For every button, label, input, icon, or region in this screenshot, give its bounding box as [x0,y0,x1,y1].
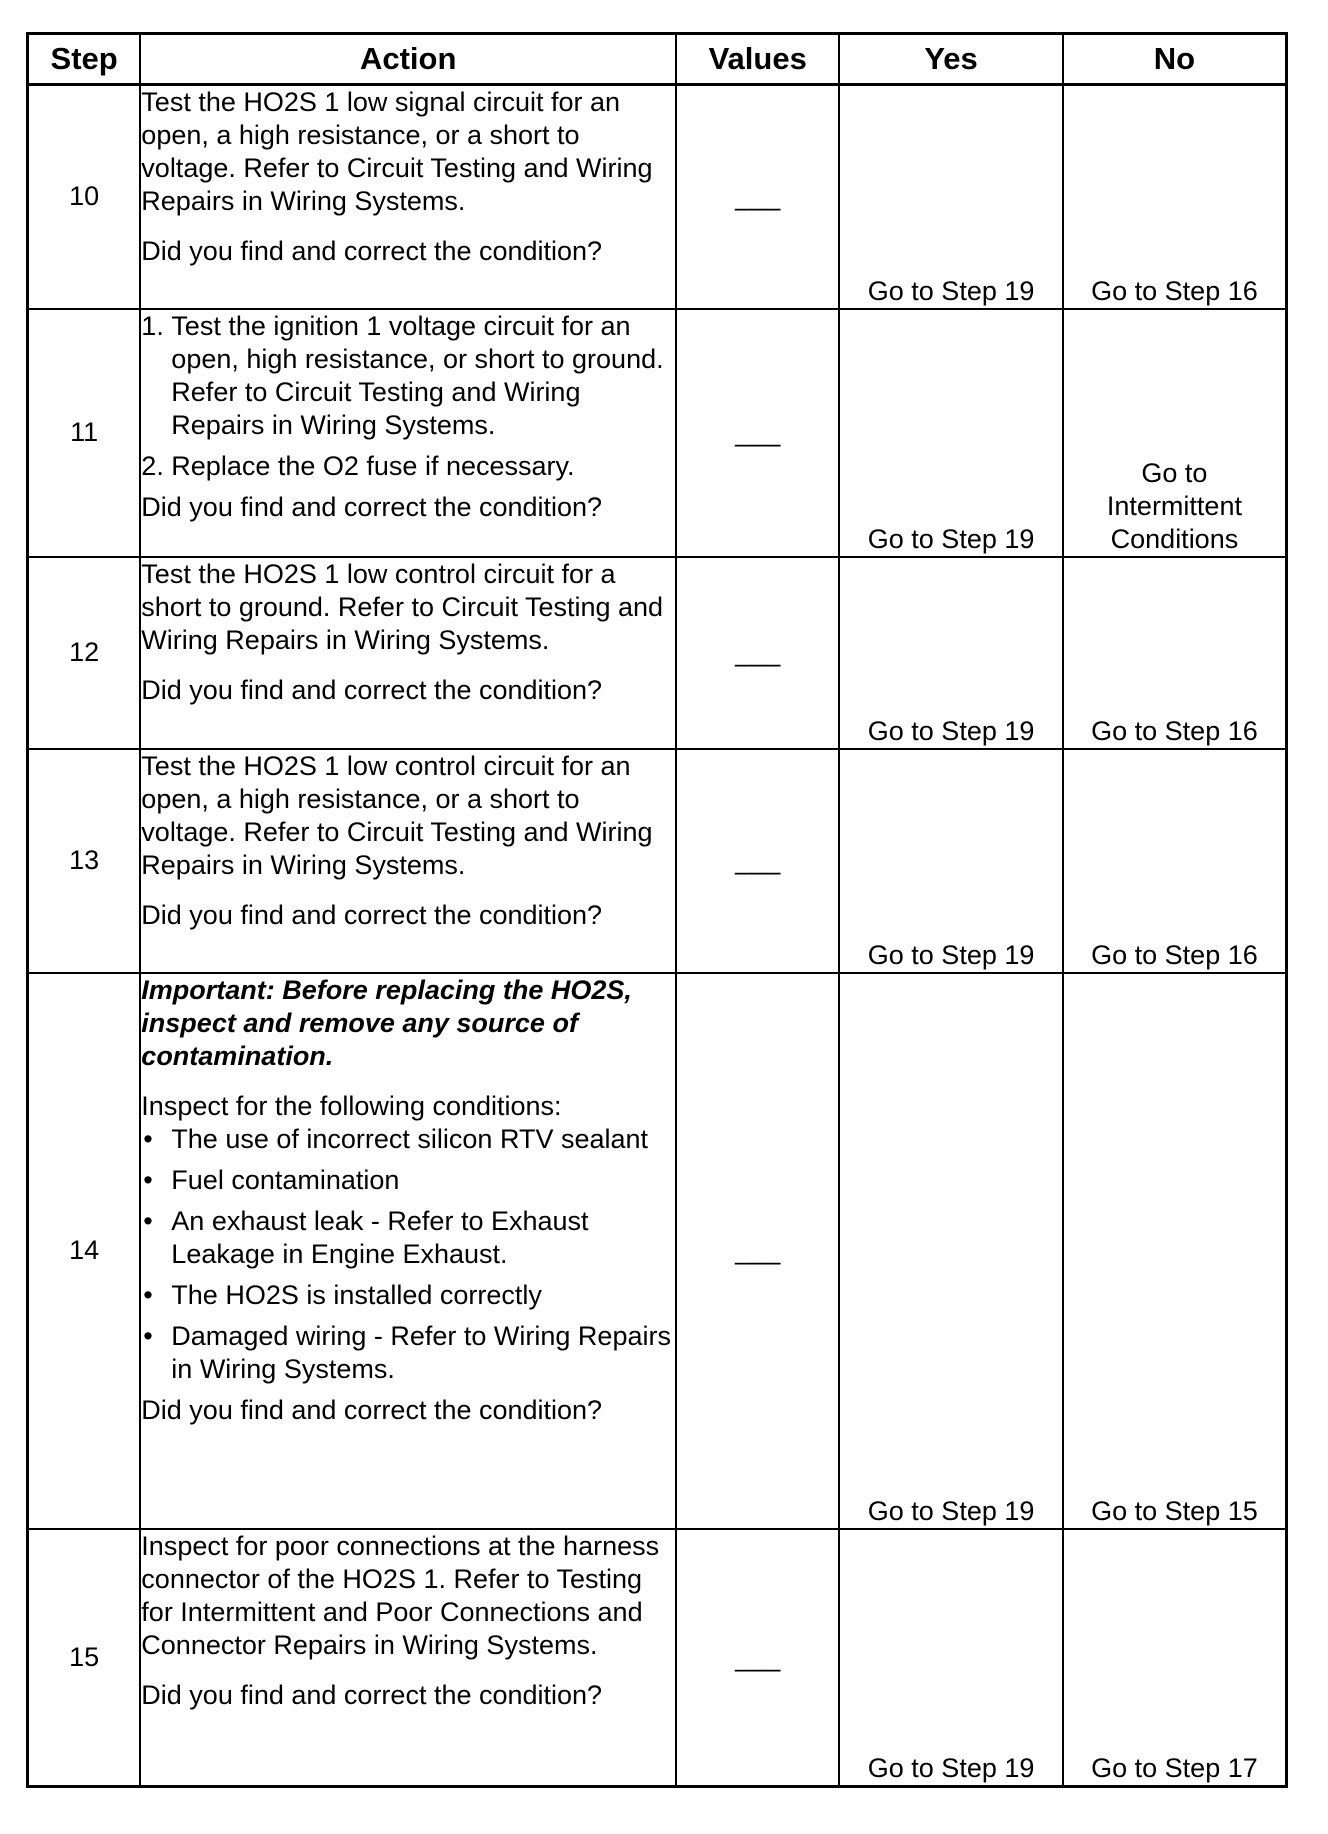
values-cell: ___ [676,1529,839,1787]
condition-list [141,1123,675,1386]
numbered-step [141,450,675,483]
action-cell [140,309,676,557]
table-row [28,309,1287,557]
yes-cell: Go to Step 19 [839,1529,1063,1787]
header-yes: Yes [839,34,1063,85]
yes-cell: Go to Step 19 [839,973,1063,1529]
action-intro: Inspect for the following conditions: [141,1090,562,1121]
table-row [28,1529,1287,1787]
list-item: • The HO2S is installed correctly [143,1279,542,1310]
step-number: 12 [28,557,141,749]
header-action: Action [140,34,676,85]
important-note: Important: Before replacing the HO2S, inspect and remove any source of contamination. [141,974,632,1071]
header-row [28,34,1287,85]
header-step: Step [28,34,141,85]
action-text: Inspect for poor connections at the harness connector of the HO2S 1. Refer to Testing for Intermittent and Poor Connections and Connector Repairs in Wiring Systems. [141,1530,660,1660]
step-number: 11 [28,309,141,557]
numbered-steps [141,310,675,483]
header-no: No [1063,34,1287,85]
table-row [28,973,1287,1529]
action-question: Did you find and correct the condition? [141,491,603,522]
no-cell: Go to Step 16 [1063,749,1287,973]
values-cell: ___ [676,973,839,1529]
numbered-step [141,310,675,442]
no-cell: Go to Step 16 [1063,85,1287,309]
no-cell-text: Go to Intermittent Conditions [1106,457,1242,554]
table-row [28,557,1287,749]
values-cell: ___ [676,309,839,557]
step-number: 14 [28,973,141,1529]
list-item: • An exhaust leak - Refer to Exhaust Leakage in Engine Exhaust. [143,1205,589,1269]
values-cell: ___ [676,557,839,749]
action-question: Did you find and correct the condition? [141,1394,603,1425]
step-number: 10 [28,85,141,309]
action-cell [140,85,676,309]
action-text: Test the HO2S 1 low signal circuit for an open, a high resistance, or a short to voltage. Refer to Circuit Testing and Wiring Repairs in Wiring Systems. [141,87,653,216]
yes-cell: Go to Step 19 [839,557,1063,749]
action-question: Did you find and correct the condition? [141,899,603,930]
action-cell [140,973,676,1529]
action-text: Test the HO2S 1 low control circuit for an open, a high resistance, or a short to voltage. Refer to Circuit Testing and Wiring Repairs in Wiring Systems. [141,750,653,880]
step-text: Replace the O2 fuse if necessary. [171,450,575,481]
step-index: 2. [141,450,164,481]
action-question: Did you find and correct the condition? [141,1679,603,1710]
table-row [28,749,1287,973]
action-question: Did you find and correct the condition? [141,236,603,266]
step-number: 15 [28,1529,141,1787]
yes-cell: Go to Step 19 [839,309,1063,557]
list-item: • The use of incorrect silicon RTV sealant [143,1123,649,1154]
no-cell: Go to Step 15 [1063,973,1287,1529]
diagnostic-table [26,32,1288,1788]
values-cell: ___ [676,749,839,973]
bullet-icon: • [143,1123,153,1154]
list-item: • Fuel contamination [143,1164,400,1195]
no-cell: Go to Step 16 [1063,557,1287,749]
bullet-icon: • [143,1279,153,1310]
action-text: Test the HO2S 1 low control circuit for a short to ground. Refer to Circuit Testing and Wiring Repairs in Wiring Systems. [141,558,664,655]
bullet-icon: • [143,1320,153,1351]
bullet-icon: • [143,1205,153,1236]
values-cell: ___ [676,85,839,309]
action-question: Did you find and correct the condition? [141,674,603,705]
action-cell [140,749,676,973]
table-row [28,85,1287,309]
step-text: Test the ignition 1 voltage circuit for an open, high resistance, or short to ground. Refer to Circuit Testing and Wiring Repairs in Wiring Systems. [171,310,664,440]
step-index: 1. [141,310,164,341]
yes-cell: Go to Step 19 [839,85,1063,309]
no-cell: Go to Step 17 [1063,1529,1287,1787]
no-cell [1063,309,1287,557]
step-number: 13 [28,749,141,973]
action-cell [140,557,676,749]
bullet-icon: • [143,1164,153,1195]
yes-cell: Go to Step 19 [839,749,1063,973]
header-values: Values [676,34,839,85]
list-item: • Damaged wiring - Refer to Wiring Repairs in Wiring Systems. [143,1320,671,1384]
action-cell [140,1529,676,1787]
